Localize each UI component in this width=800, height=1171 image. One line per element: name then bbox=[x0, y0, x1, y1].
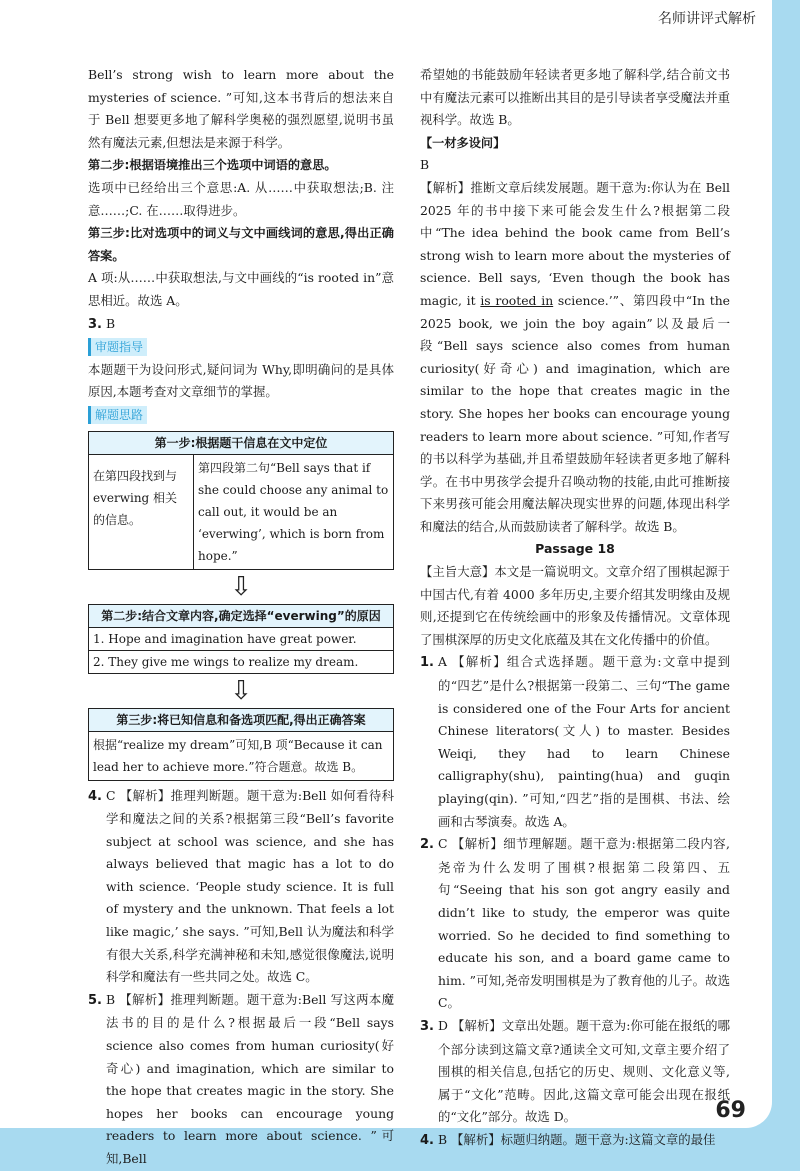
passage18-question-1 bbox=[420, 651, 730, 833]
left-column bbox=[88, 64, 394, 1171]
step2-title: 第二步:根据语境推出三个选项中词语的意思。 bbox=[88, 158, 337, 173]
p18-q3-text: D 【解析】文章出处题。题干意为:你可能在报纸的哪个部分读到这篇文章?通读全文可知,文章主要介绍了围棋的相关信息,包括它的历史、规则、文化意义等,属于“文化”范畴。因此,这篇文章可能会出现在报纸的“文化”部分。故选 D。 bbox=[438, 1017, 730, 1125]
step2-box-title: 第二步:结合文章内容,确定选择“everwing”的原因 bbox=[89, 605, 393, 628]
passage-title: Passage 18 bbox=[535, 541, 615, 557]
multi-question-title: 【一材多设问】 bbox=[420, 135, 506, 150]
step3-body: A 项:从……中获取想法,与文中画线的“is rooted in”意思相近。故选 A。 bbox=[88, 270, 394, 308]
p18-q4-text: B 【解析】标题归纳题。题干意为:这篇文章的最佳 bbox=[438, 1131, 716, 1147]
step2-box-line-2: 2. They give me wings to realize my dream. bbox=[93, 654, 359, 669]
page-number: 69 bbox=[715, 1098, 746, 1123]
down-arrow-icon: ⇩ bbox=[230, 675, 252, 706]
analysis-text-a: 【解析】推断文章后续发展题。题干意为:你认为在 Bell 2025 年的书中接下来可能会发生什么?根据第二段中“The idea behind the book came from Bell’s strong wish to learn more about the mysteries of science. Bell says, ‘Even though the book has magic, it bbox=[420, 179, 730, 308]
left-paragraph-1: Bell’s strong wish to learn more about the mysteries of science. ”可知,这本书背后的想法来自于 Bell 想要更多地了解科学奥秘的强烈愿望,说明书虽然有魔法元素,但想法是来源于科学。 bbox=[88, 67, 394, 150]
multi-question-answer: B bbox=[420, 157, 430, 173]
main-idea: 【主旨大意】本文是一篇说明文。文章介绍了围棋起源于中国古代,有着 4000 多年历史,主要介绍其发明缘由及规则,还提到它在传统绘画中的形象及传播情况。文章体现了围棋深厚的历史文化底蕴及其在文化传播中的价值。 bbox=[420, 564, 730, 647]
step1-box-title: 第一步:根据题干信息在文中定位 bbox=[89, 432, 393, 455]
step1-box-left: 在第四段找到与 everwing 相关的信息。 bbox=[89, 455, 194, 569]
step2-box-line-1: 1. Hope and imagination have great power. bbox=[89, 628, 393, 651]
question-3-number: 3. bbox=[88, 316, 102, 332]
exam-guide-tag: 审题指导 bbox=[88, 338, 147, 356]
step2-box bbox=[88, 604, 394, 674]
down-arrow-icon: ⇩ bbox=[230, 571, 252, 602]
step3-box bbox=[88, 708, 394, 781]
question-3 bbox=[88, 313, 394, 337]
right-column bbox=[420, 64, 730, 1153]
p18-q4-number: 4. bbox=[420, 1132, 434, 1148]
question-4-number: 4. bbox=[88, 788, 102, 804]
question-4-text: C 【解析】推理判断题。题干意为:Bell 如何看待科学和魔法之间的关系?根据第三段“Bell’s favorite subject at school was science, and she has always believed that magic has a lot to do with science. ‘People study science. It is full of mystery and the unknown. That feels a lot like magic,’ she says. ”可知,Bell 认为魔法和科学有很大关系,科学充满神秘和未知,感觉很像魔法,说明科学和魔法有一些共同之处。故选 C。 bbox=[106, 787, 394, 985]
step2-body: 选项中已经给出三个意思:A. 从……中获取想法;B. 注意……;C. 在……取得进步。 bbox=[88, 179, 394, 218]
step3-box-body: 根据“realize my dream”可知,B 项“Because it can lead her to achieve more.”符合题意。故选 B。 bbox=[93, 737, 383, 774]
question-4 bbox=[88, 785, 394, 989]
multi-question-analysis bbox=[420, 177, 730, 539]
question-5 bbox=[88, 989, 394, 1171]
page-header-title: 名师讲评式解析 bbox=[658, 11, 756, 27]
step3-box-title: 第三步:将已知信息和备选项匹配,得出正确答案 bbox=[89, 709, 393, 732]
p18-q2-number: 2. bbox=[420, 837, 434, 853]
p18-q1-number: 1. bbox=[420, 655, 434, 671]
step1-box bbox=[88, 431, 394, 570]
question-5-number: 5. bbox=[88, 992, 102, 1008]
passage18-question-2 bbox=[420, 833, 730, 1015]
exam-guide-text: 本题题干为设问形式,疑问词为 Why,即明确问的是具体原因,本题考查对文章细节的掌握。 bbox=[88, 361, 394, 400]
analysis-text-b: science.’”、第四段中“In the 2025 book, we join the boy again”以及最后一段“Bell says science also comes from human curiosity(好奇心) and imagination, which are similar to the hope that creates magic in the story. She hopes her books can encourage young readers to learn more about science. ”可知,作者写的书以科学为基础,并且希望鼓励年轻读者更多地了解科学。在书中男孩学会提升召唤动物的技能,由此可推断接下来男孩可能会用魔法解决现实世界的问题,体现出科学和魔法的结合,从而鼓励读者了解科学。故选 B。 bbox=[420, 292, 731, 534]
p18-q2-text: C 【解析】细节理解题。题干意为:根据第二段内容,尧帝为什么发明了围棋?根据第二段第四、五句“Seeing that his son got angry easily and didn’t like to study, the emperor was quite worried. So he decided to find something to educate his son, and a board game came to him. ”可知,尧帝发明围棋是为了教育他的儿子。故选 C。 bbox=[438, 836, 730, 1011]
passage18-question-3 bbox=[420, 1015, 730, 1129]
passage18-question-4 bbox=[420, 1129, 730, 1153]
p18-q1-text: A 【解析】组合式选择题。题干意为:文章中提到的“四艺”是什么?根据第一段第二、三句“The game is considered one of the Four Arts for ancient Chinese literators(文人) to master. Besides Weiqi, they had to learn Chinese calligraphy(shu), painting(hua) and guqin playing(qin). ”可知,“四艺”指的是围棋、书法、绘画和古琴演奏。故选 A。 bbox=[438, 654, 730, 829]
analysis-underlined: is rooted in bbox=[480, 292, 554, 308]
question-5-text: B 【解析】推理判断题。题干意为:Bell 写这两本魔法书的目的是什么?根据最后一段“Bell says science also comes from human curiosity(好奇心) and imagination, which are similar to the hope that creates magic in the story. She hopes her books can encourage young readers to learn more about science. ”可知,Bell bbox=[106, 991, 394, 1166]
step3-title: 第三步:比对选项中的词义与文中画线词的意思,得出正确答案。 bbox=[88, 226, 394, 263]
right-paragraph-1: 希望她的书能鼓励年轻读者更多地了解科学,结合前文书中有魔法元素可以推断出其目的是引导读者享受魔法并重视科学。故选 B。 bbox=[420, 67, 730, 128]
p18-q3-number: 3. bbox=[420, 1018, 434, 1034]
solution-approach-tag: 解题思路 bbox=[88, 406, 147, 424]
question-3-answer: B bbox=[106, 315, 116, 331]
step1-box-right: 第四段第二句“Bell says that if she could choose any animal to call out, it would be an ‘everwing’, which is born from hope.” bbox=[198, 460, 389, 563]
